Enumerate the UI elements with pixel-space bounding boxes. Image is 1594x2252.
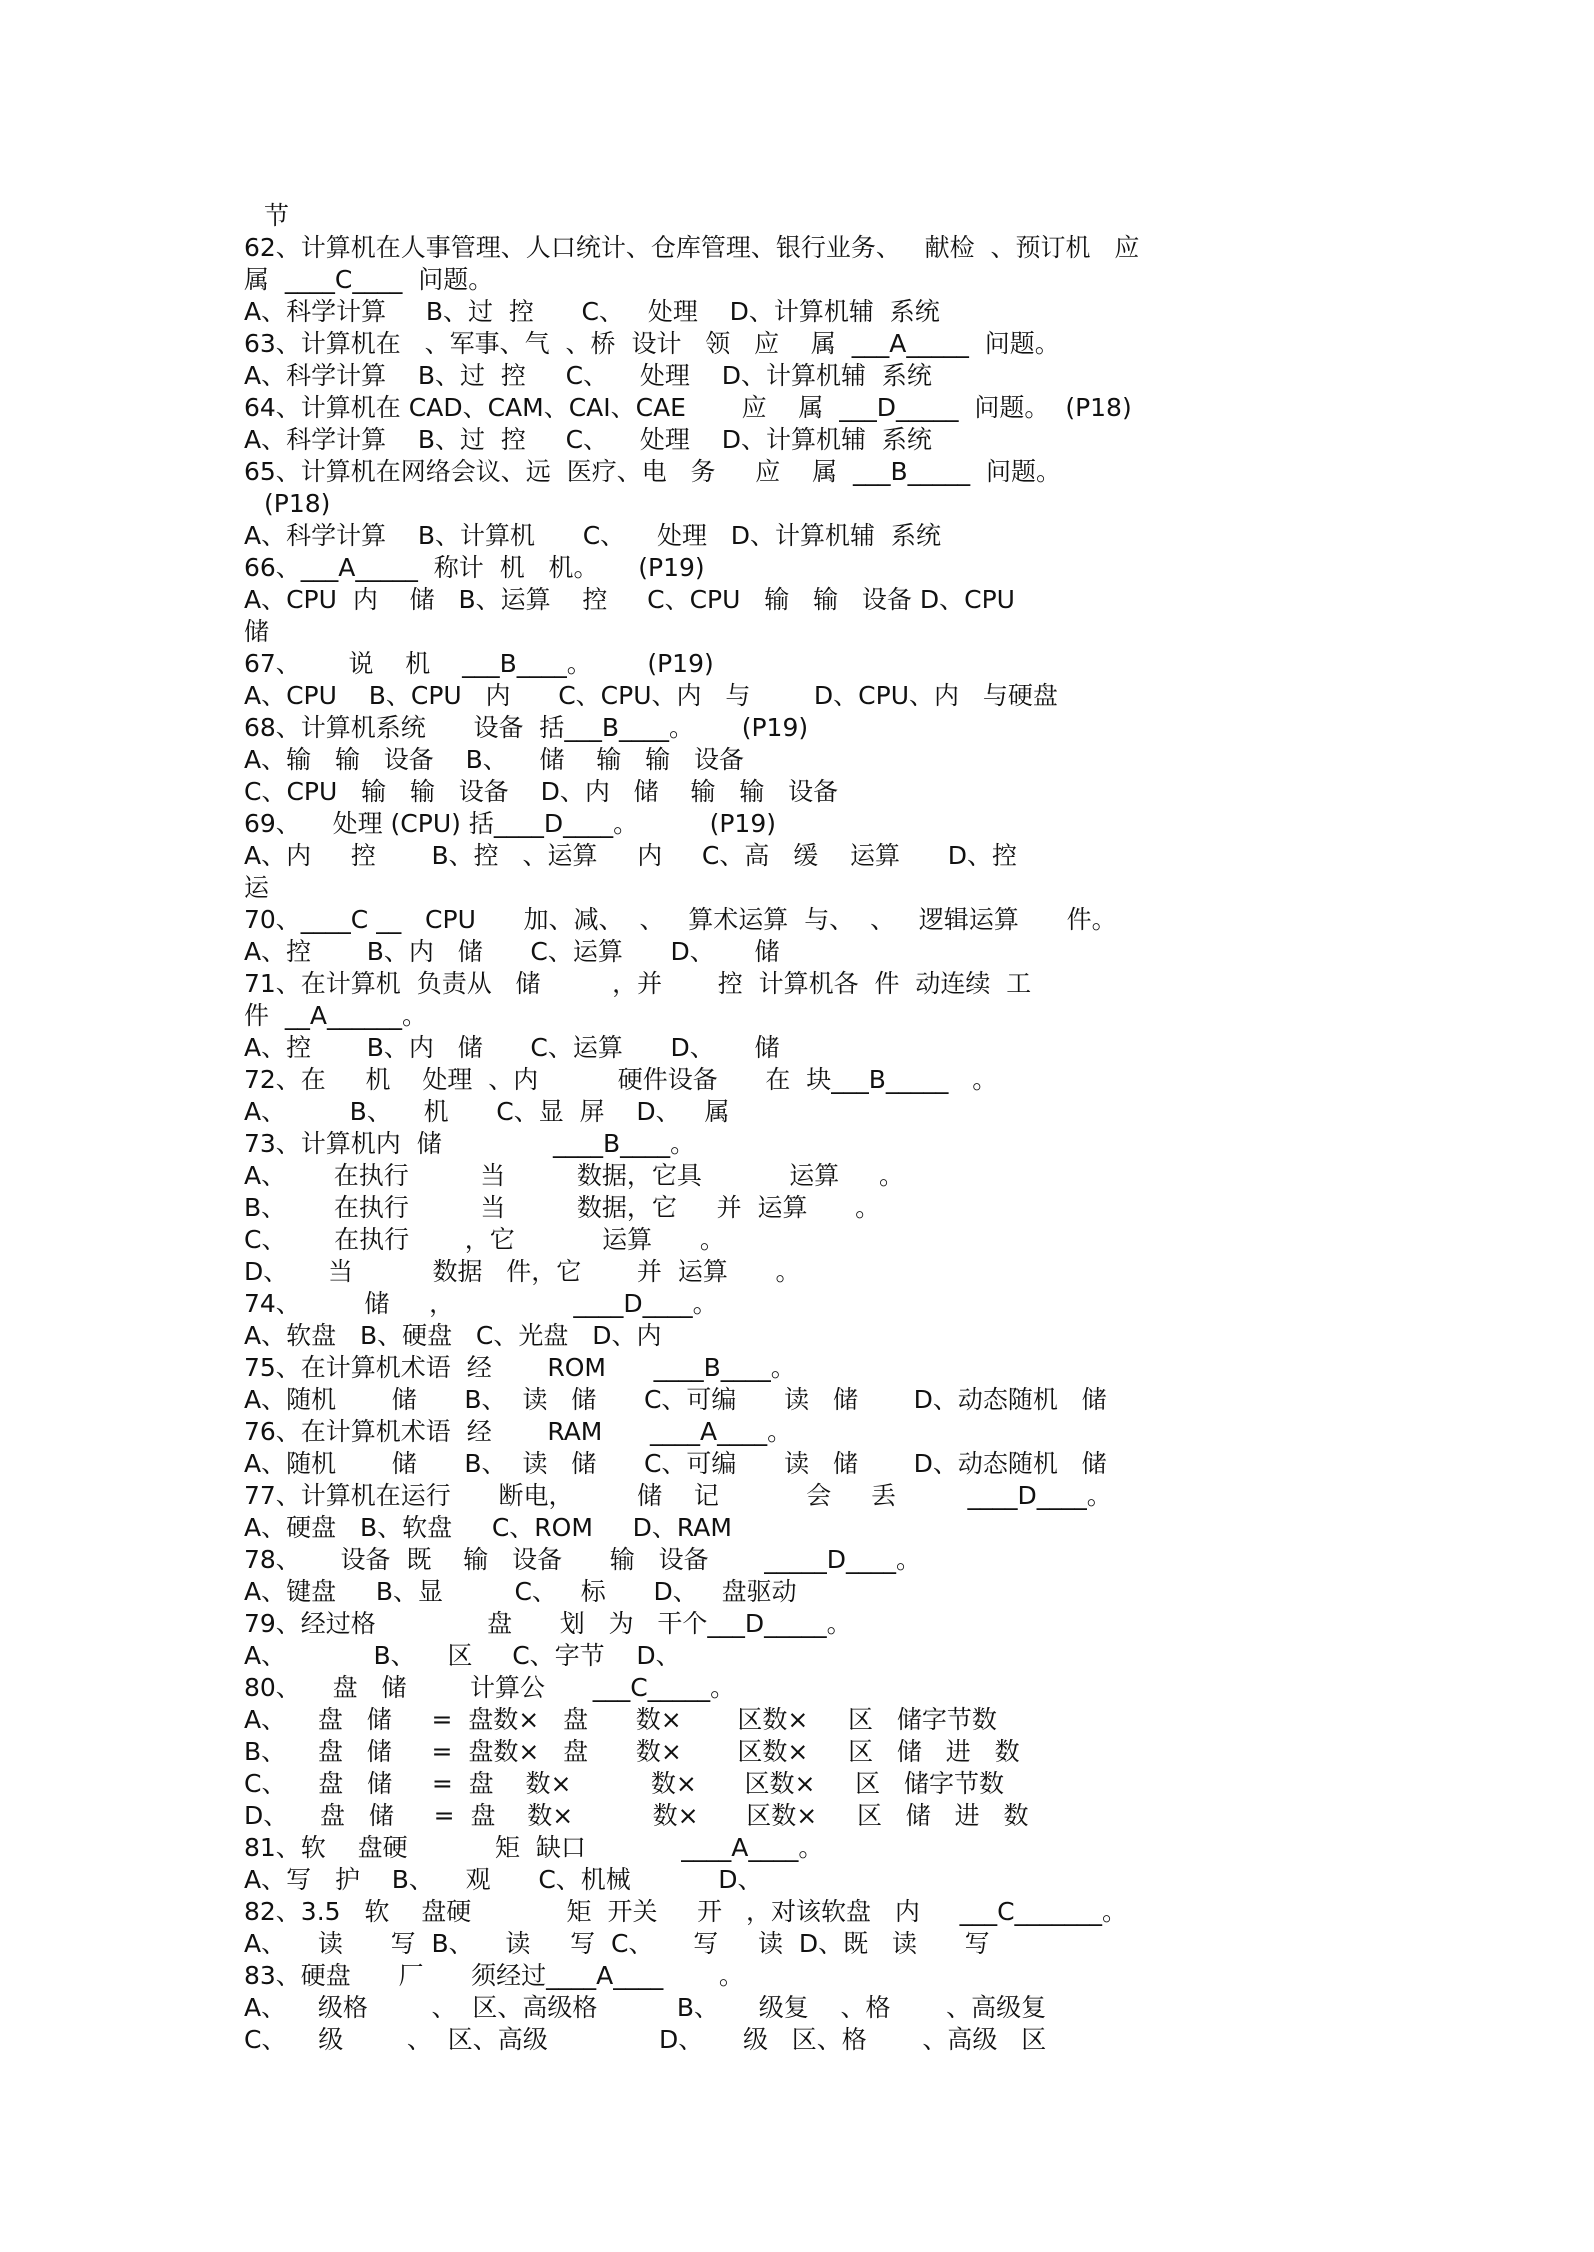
options-83: A、 级格 、 区、高级格 B、 级复 、格 、高级复 <box>244 1993 1047 2022</box>
question-69: 69、 处理 (CPU) 括____D____。 (P19) <box>244 809 776 838</box>
question-70: 70、____C __ CPU 加、减、 、 算术运算 与、 、 逻辑运算 件。 <box>244 905 1117 934</box>
text-line: 运 <box>244 873 270 902</box>
options-68: C、CPU 输 输 设备 D、内 储 输 输 设备 <box>244 777 839 806</box>
question-64: 64、计算机在 CAD、CAM、CAI、CAE 应 属 ___D_____ 问题。 (P18) <box>244 393 1132 422</box>
options-73: C、 在执行 ，它 运算 。 <box>244 1225 725 1254</box>
options-73: D、 当 数据 件，它 并 运算 。 <box>244 1257 801 1286</box>
options-75: A、随机 储 B、 读 储 C、可编 读 储 D、动态随机 储 <box>244 1385 1107 1414</box>
options-77: A、硬盘 B、软盘 C、ROM D、RAM <box>244 1513 732 1542</box>
options-65: A、科学计算 B、计算机 C、 处理 D、计算机辅 系统 <box>244 521 941 550</box>
options-81: A、写 护 B、 观 C、机械 D、 <box>244 1865 763 1894</box>
options-80: A、 盘 储 = 盘数× 盘 数× 区数× 区 储字节数 <box>244 1705 997 1734</box>
question-78: 78、 设备 既 输 设备 输 设备 _____D____。 <box>244 1545 921 1574</box>
options-83: C、 级 、 区、高级 D、 级 区、格 、高级 区 <box>244 2025 1047 2054</box>
options-67: A、CPU B、CPU 内 C、CPU、内 与 D、CPU、内 与硬盘 <box>244 681 1058 710</box>
question-83: 83、硬盘 厂 须经过____A____ 。 <box>244 1961 744 1990</box>
question-65: 65、计算机在网络会议、远 医疗、电 务 应 属 ___B_____ 问题。 <box>244 457 1062 486</box>
options-82: A、 读 写 B、 读 写 C、 写 读 D、既 读 写 <box>244 1929 990 1958</box>
options-62: A、科学计算 B、过 控 C、 处理 D、计算机辅 系统 <box>244 297 940 326</box>
options-66: A、CPU 内 储 B、运算 控 C、CPU 输 输 设备 D、CPU <box>244 585 1015 614</box>
options-80: D、 盘 储 = 盘 数× 数× 区数× 区 储 进 数 <box>244 1801 1029 1830</box>
question-63: 63、计算机在 、军事、气 、桥 设计 领 应 属 ___A_____ 问题。 <box>244 329 1060 358</box>
question-71: 71、在计算机 负责从 储 ，并 控 计算机各 件 动连续 工 <box>244 969 1032 998</box>
text-line: 属 ____C____ 问题。 <box>244 265 494 294</box>
options-78: A、键盘 B、显 C、 标 D、 盘驱动 <box>244 1577 797 1606</box>
question-79: 79、经过格 盘 划 为 干个___D_____。 <box>244 1609 852 1638</box>
question-75: 75、在计算机术语 经 ROM ____B____。 <box>244 1353 796 1382</box>
options-71: A、控 B、内 储 C、运算 D、 储 <box>244 1033 780 1062</box>
question-74: 74、 储 ， ____D____。 <box>244 1289 718 1318</box>
question-76: 76、在计算机术语 经 RAM ____A____。 <box>244 1417 793 1446</box>
question-81: 81、软 盘硬 矩 缺口 ____A____。 <box>244 1833 824 1862</box>
options-73: B、 在执行 当 数据，它 并 运算 。 <box>244 1193 881 1222</box>
question-72: 72、在 机 处理 、内 硬件设备 在 块___B_____ 。 <box>244 1065 998 1094</box>
text-line: 节 <box>264 201 290 230</box>
text-line: 储 <box>244 617 270 646</box>
options-76: A、随机 储 B、 读 储 C、可编 读 储 D、动态随机 储 <box>244 1449 1107 1478</box>
options-80: B、 盘 储 = 盘数× 盘 数× 区数× 区 储 进 数 <box>244 1737 1020 1766</box>
options-69: A、内 控 B、控 、运算 内 C、高 缓 运算 D、控 <box>244 841 1017 870</box>
options-63: A、科学计算 B、过 控 C、 处理 D、计算机辅 系统 <box>244 361 932 390</box>
question-66: 66、___A_____ 称计 机 机。 (P19) <box>244 553 705 582</box>
question-68: 68、计算机系统 设备 括___B____。 (P19) <box>244 713 809 742</box>
options-68: A、输 输 设备 B、 储 输 输 设备 <box>244 745 744 774</box>
options-74: A、软盘 B、硬盘 C、光盘 D、内 <box>244 1321 662 1350</box>
question-80: 80、 盘 储 计算公 ___C_____。 <box>244 1673 736 1702</box>
options-73: A、 在执行 当 数据，它具 运算 。 <box>244 1161 904 1190</box>
text-line: 件 __A______。 <box>244 1001 427 1030</box>
options-80: C、 盘 储 = 盘 数× 数× 区数× 区 储字节数 <box>244 1769 1005 1798</box>
text-line: (P18) <box>264 489 331 518</box>
options-70: A、控 B、内 储 C、运算 D、 储 <box>244 937 780 966</box>
options-64: A、科学计算 B、过 控 C、 处理 D、计算机辅 系统 <box>244 425 932 454</box>
question-73: 73、计算机内 储 ____B____。 <box>244 1129 696 1158</box>
question-67: 67、 说 机 ___B____。 (P19) <box>244 649 714 678</box>
question-77: 77、计算机在运行 断电， 储 记 会 丢 ____D____。 <box>244 1481 1112 1510</box>
question-62: 62、计算机在人事管理、人口统计、仓库管理、银行业务、 献检 、预订机 应 <box>244 233 1140 262</box>
options-72: A、 B、 机 C、显 屏 D、 属 <box>244 1097 730 1126</box>
options-79: A、 B、 区 C、字节 D、 <box>244 1641 681 1670</box>
question-82: 82、3.5 软 盘硬 矩 开关 开 ，对该软盘 内 ___C_______。 <box>244 1897 1128 1926</box>
